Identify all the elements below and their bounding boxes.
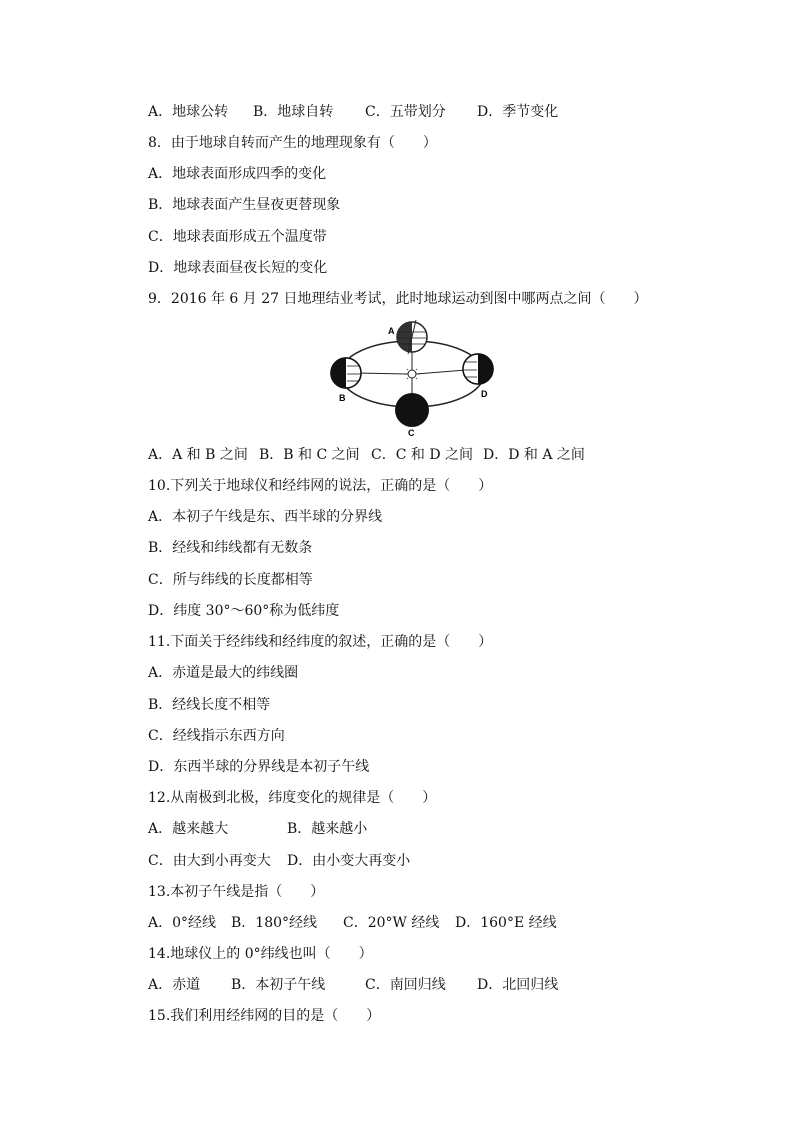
q9-option-a: A．A 和 B 之间: [148, 447, 248, 463]
q8-option-d: D．地球表面昼夜长短的变化: [148, 260, 328, 276]
q8-option-a: A．地球表面形成四季的变化: [148, 166, 327, 182]
q9-option-d: D．D 和 A 之间: [483, 447, 585, 463]
q12-option-b: B．越来越小: [287, 821, 368, 837]
globe-a-icon: [397, 320, 427, 354]
q7-option-a: A．地球公转: [148, 104, 229, 120]
q8-option-b: B．地球表面产生昼夜更替现象: [148, 197, 341, 213]
q8-option-c: C．地球表面形成五个温度带: [148, 229, 327, 245]
label-c: C: [408, 428, 415, 438]
globe-d-icon: [463, 354, 493, 384]
q7-option-d: D．季节变化: [477, 104, 559, 120]
earth-orbit-diagram: [326, 318, 498, 440]
globe-b-icon: [331, 358, 361, 388]
q12-option-c: C．由大到小再变大: [148, 853, 271, 869]
q9-option-c: C．C 和 D 之间: [371, 447, 473, 463]
q13-stem: 13.本初子午线是指（ ）: [148, 884, 325, 900]
q11-option-c: C．经线指示东西方向: [148, 728, 285, 744]
label-d: D: [481, 389, 488, 399]
q13-option-a: A．0°经线: [148, 915, 217, 931]
q14-option-a: A．赤道: [148, 977, 201, 993]
q11-option-a: A．赤道是最大的纬线圈: [148, 665, 299, 681]
q14-option-b: B．本初子午线: [231, 977, 326, 993]
axis-line-b: [356, 373, 408, 374]
q15-stem: 15.我们利用经纬网的目的是（ ）: [148, 1008, 381, 1024]
q7-option-c: C．五带划分: [365, 104, 446, 120]
q12-stem: 12.从南极到北极，纬度变化的规律是（ ）: [148, 790, 437, 806]
q12-option-a: A．越来越大: [148, 821, 229, 837]
q7-option-b: B．地球自转: [253, 104, 334, 120]
q14-stem: 14.地球仪上的 0°纬线也叫（ ）: [148, 946, 373, 962]
axis-line-d: [416, 370, 466, 374]
q11-stem: 11.下面关于经纬线和经纬度的叙述，正确的是（ ）: [148, 634, 493, 650]
q9-stem: 9．2016 年 6 月 27 日地理结业考试，此时地球运动到图中哪两点之间（ ）: [148, 291, 648, 307]
q9-option-b: B．B 和 C 之间: [259, 447, 360, 463]
label-a: A: [388, 326, 395, 336]
q13-option-c: C．20°W 经线: [343, 915, 440, 931]
q13-option-b: B．180°经线: [231, 915, 318, 931]
q14-option-d: D．北回归线: [477, 977, 559, 993]
q10-option-b: B．经线和纬线都有无数条: [148, 540, 313, 556]
label-b: B: [339, 393, 346, 403]
q10-option-c: C．所与纬线的长度都相等: [148, 572, 313, 588]
q13-option-d: D．160°E 经线: [455, 915, 557, 931]
q14-option-c: C．南回归线: [365, 977, 446, 993]
q10-option-a: A．本初子午线是东、西半球的分界线: [148, 509, 383, 525]
q8-stem: 8．由于地球自转而产生的地理现象有（ ）: [148, 135, 437, 151]
globe-c-icon: [395, 393, 429, 427]
q12-option-d: D．由小变大再变小: [287, 853, 411, 869]
q11-option-d: D．东西半球的分界线是本初子午线: [148, 759, 370, 775]
q10-option-d: D．纬度 30°～60°称为低纬度: [148, 603, 340, 619]
q10-stem: 10.下列关于地球仪和经纬网的说法，正确的是（ ）: [148, 478, 493, 494]
q11-option-b: B．经线长度不相等: [148, 697, 271, 713]
